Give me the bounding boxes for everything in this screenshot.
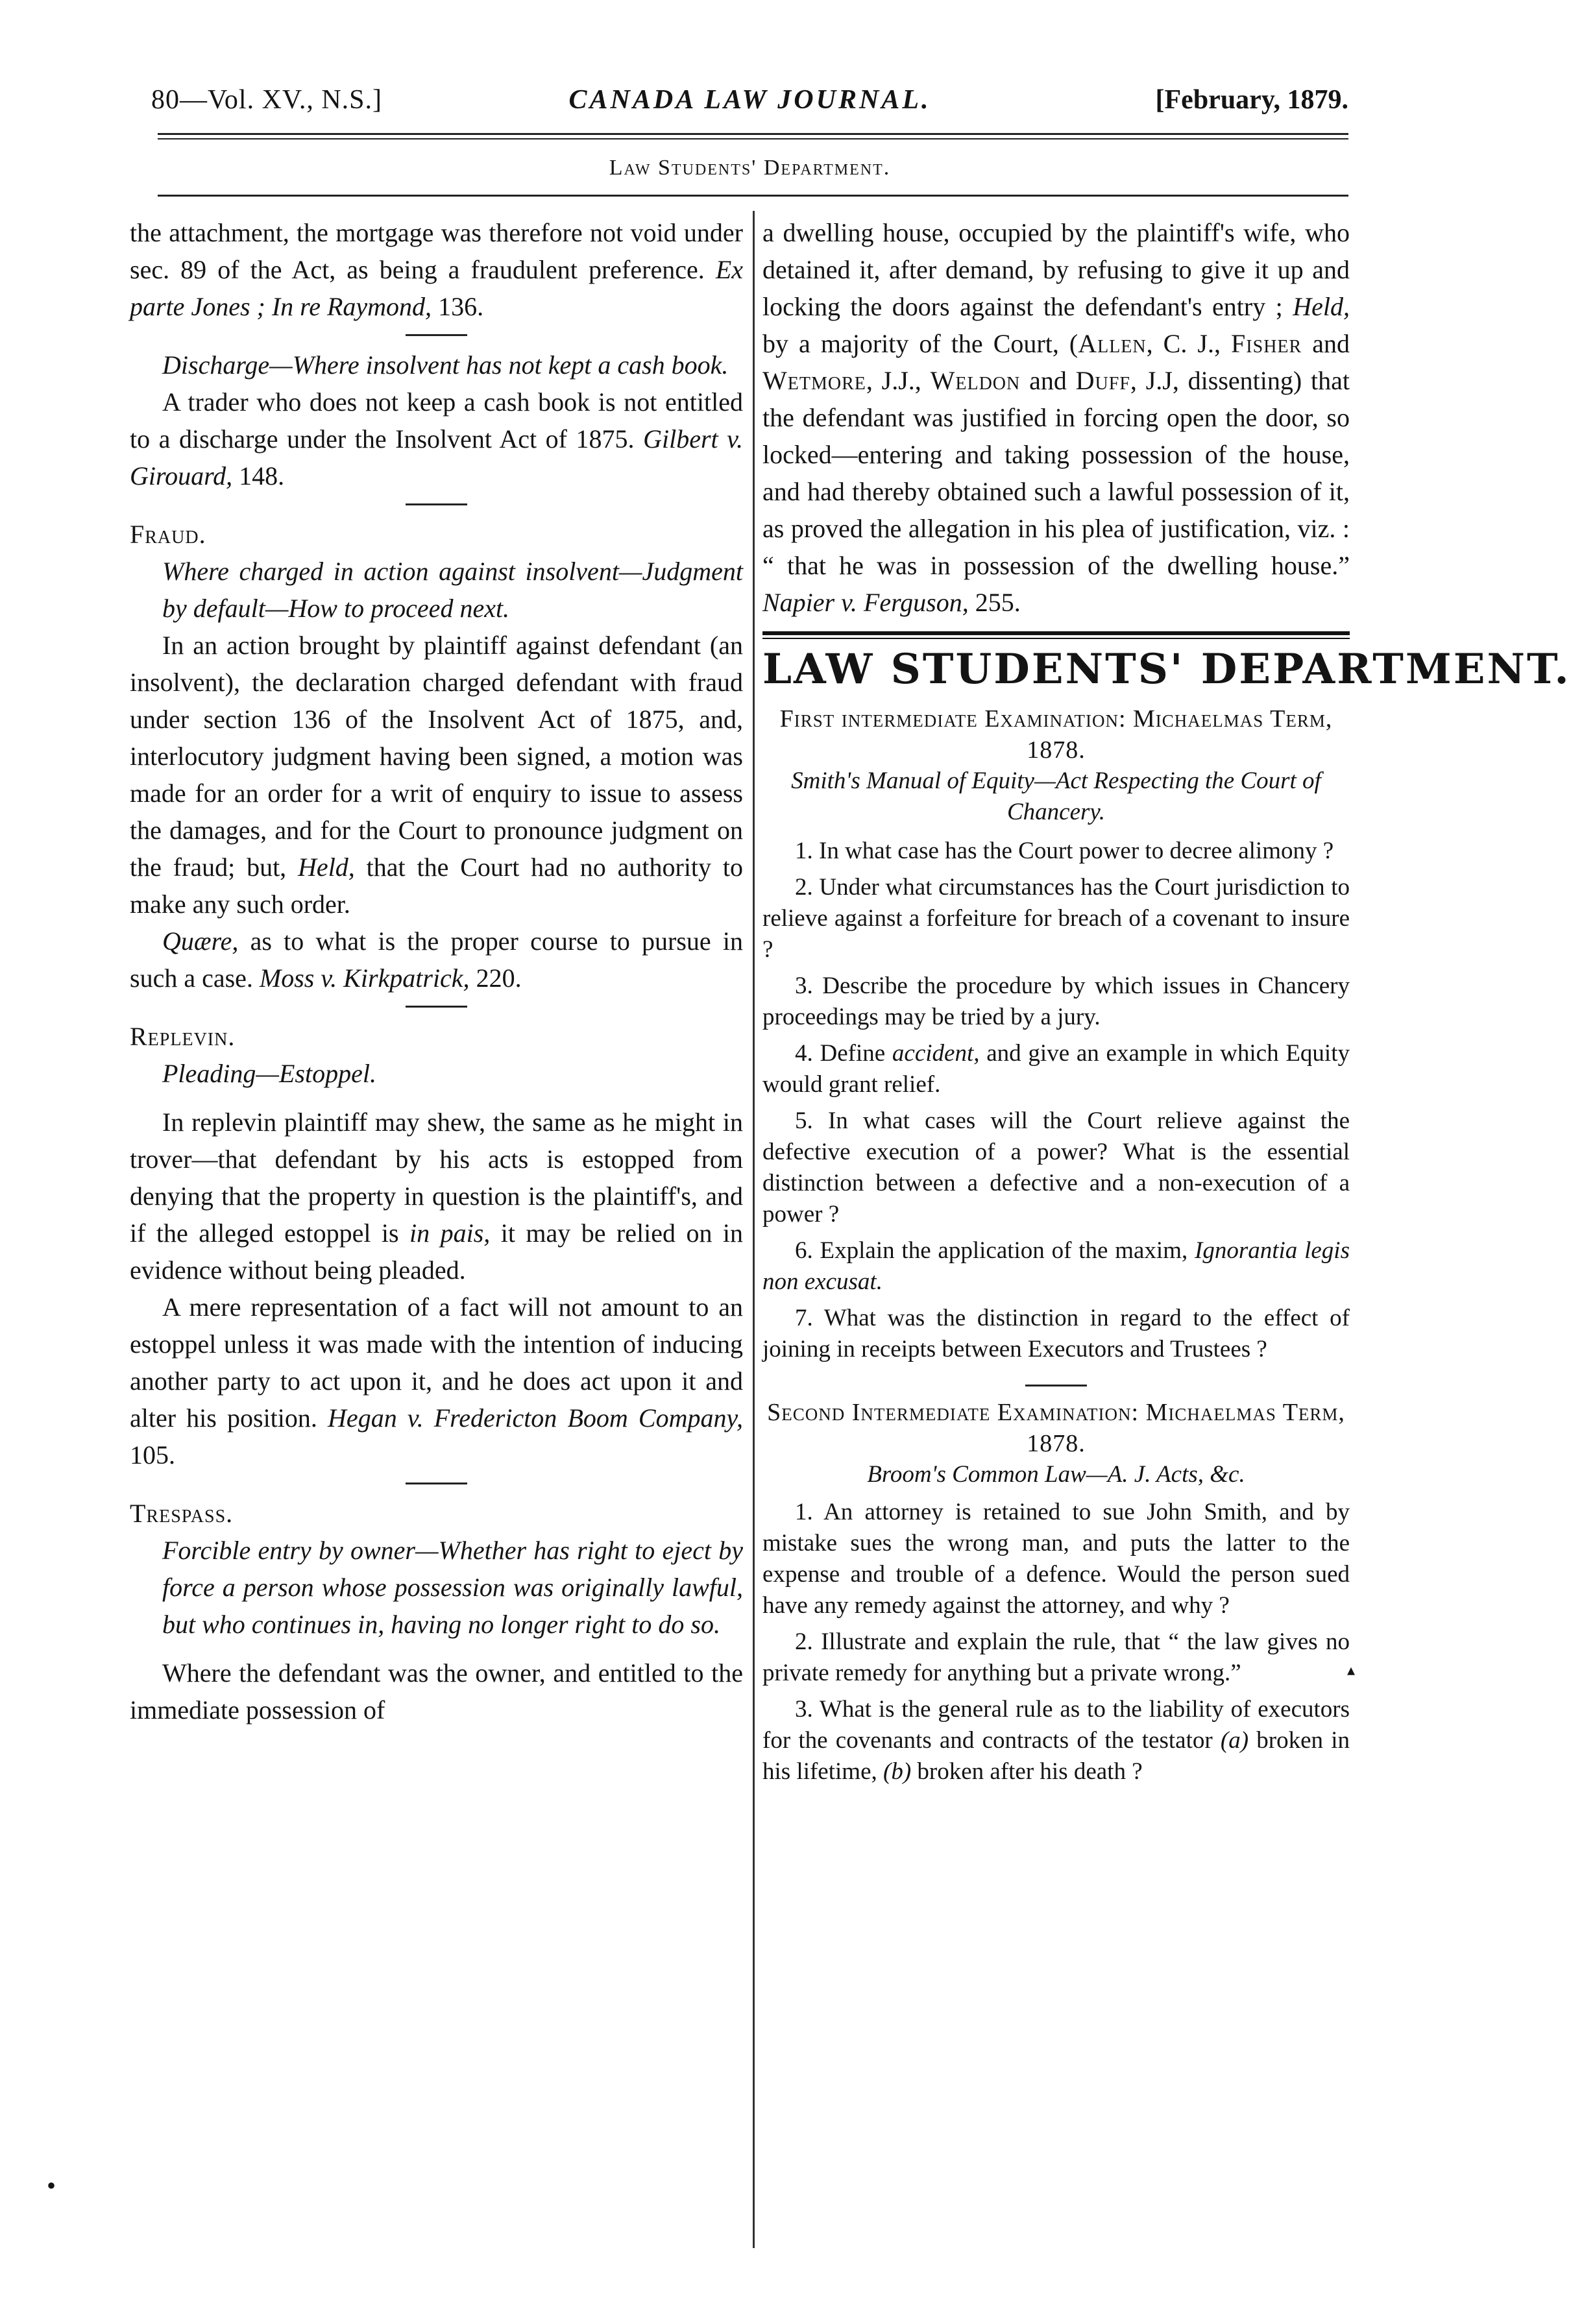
separator	[406, 1006, 467, 1008]
exam2-question: 2. Illustrate and explain the rule, that “ the law gives no private remedy for anything but a private wrong.”	[762, 1628, 1350, 1686]
replevin-subheading: Pleading—Estoppel.	[162, 1059, 376, 1088]
separator	[406, 503, 467, 505]
separator	[406, 334, 467, 336]
header-volume: 80—Vol. XV., N.S.]	[151, 85, 383, 115]
paragraph-replevin: In replevin plaintiff may shew, the same as he might in trover—that defendant by his acts is estopped from denying that the property in question is the plaintiff's, and if the alleged estoppel is in pais, it may be relied on in evidence without being pleaded.	[130, 1108, 744, 1285]
paragraph-trespass: Where the defendant was the owner, and entitled to the immediate possession of	[130, 1658, 743, 1725]
exam1-question: 5. In what cases will the Court relieve against the defective execution of a power? What is the essential distinction between a defective and a non-execution of a power ?	[762, 1108, 1350, 1228]
fraud-heading: Fraud.	[130, 520, 206, 549]
section-rule	[158, 195, 1348, 198]
exam2-subtitle: Broom's Common Law—A. J. Acts, &c.	[867, 1461, 1245, 1488]
exam1-title: First intermediate Examination: Michaelmas Term, 1878.	[779, 705, 1333, 764]
exam1-question: 6. Explain the application of the maxim, Ignorantia legis non excusat.	[762, 1237, 1350, 1295]
fraud-subheading: Where charged in action against insolvent—Judgment by default—How to proceed next.	[162, 557, 743, 623]
exam1-question: 7. What was the distinction in regard to the effect of joining in receipts between Executors and Trustees ?	[762, 1305, 1350, 1362]
exam2-title: Second Intermediate Examination: Michaelmas Term, 1878.	[767, 1399, 1345, 1457]
replevin-heading: Replevin.	[130, 1022, 236, 1051]
exam1-question: 1. In what case has the Court power to decree alimony ?	[795, 838, 1334, 864]
paragraph-representation: A mere representation of a fact will not amount to an estoppel unless it was made with the intention of inducing another party to act upon it, and he does act upon it and alter his position. Hegan v. Fredericton Boom Company, 105.	[130, 1292, 744, 1470]
exam1-question: 3. Describe the procedure by which issues in Chancery proceedings may be tried by a jury.	[762, 973, 1350, 1030]
trespass-subheading: Forcible entry by owner—Whether has right to eject by force a person whose possession was originally lawful, but who continues in, having no longer right to do so.	[162, 1536, 743, 1639]
exam1-question: 4. Define accident, and give an example in which Equity would grant relief.	[762, 1040, 1350, 1098]
column-divider	[753, 211, 755, 2248]
running-header	[151, 78, 1348, 130]
paragraph-quaere: Quære, as to what is the proper course to pursue in such a case. Moss v. Kirkpatrick, 220.	[130, 926, 744, 993]
section-heading: Law Students' Department.	[609, 156, 891, 180]
right-column	[762, 214, 1571, 1793]
department-rule	[762, 631, 1350, 639]
margin-mark: •	[47, 2171, 56, 2200]
paragraph-fraud: In an action brought by plaintiff against defendant (an insolvent), the declaration charged defendant with fraud under section 136 of the Insolvent Act of 1875, and, interlocutory judgment having been signed, a motion was made for an order for a writ of enquiry to issue to assess the damages, and for the Court to pronounce judgment on the fraud; but, Held, that the Court had no authority to make any such order.	[130, 631, 744, 919]
trespass-heading: Trespass.	[130, 1499, 234, 1528]
header-rule	[158, 133, 1348, 139]
separator	[1025, 1385, 1087, 1386]
paragraph-attachment: the attachment, the mortgage was therefore not void under sec. 89 of the Act, as being a fraudulent preference. Ex parte Jones ; In re Raymond, 136.	[130, 218, 744, 321]
exam2-question: 3. What is the general rule as to the liability of executors for the covenants and contracts of the testator (a) broken in his lifetime, (b) broken after his death ?	[762, 1696, 1350, 1785]
department-title: LAW STUDENTS' DEPARTMENT.	[762, 645, 1571, 694]
exam2-question: 1. An attorney is retained to sue John Smith, and by mistake sues the wrong man, and puts the latter to the expense and trouble of a defence. Would the person sued have any remedy against the attorney, and why ?	[762, 1499, 1350, 1619]
discharge-heading: Discharge—Where insolvent has not kept a cash book.	[162, 350, 729, 380]
left-column	[130, 214, 743, 1728]
header-journal-title: CANADA LAW JOURNAL.	[568, 85, 931, 115]
exam1-subtitle: Smith's Manual of Equity—Act Respecting the Court of Chancery.	[791, 768, 1321, 825]
paragraph-dwelling-house: a dwelling house, occupied by the plaintiff's wife, who detained it, after demand, by refusing to give it up and locking the doors against the defendant's entry ; Held, by a majority of the Court, (Allen, C. J., Fisher and Wetmore, J.J., Weldon and Duff, J.J, dissenting) that the defendant was justified in forcing open the door, so locked—entering and taking possession of the house, and had thereby obtained such a lawful possession of it, as proved the allegation in his plea of justification, viz. : “ that he was in possession of the dwelling house.” Napier v. Ferguson, 255.	[762, 218, 1350, 617]
separator	[406, 1483, 467, 1484]
paragraph-discharge: A trader who does not keep a cash book is not entitled to a discharge under the Insolvent Act of 1875. Gilbert v. Girouard, 148.	[130, 387, 743, 490]
stray-mark: ▴	[1347, 1662, 1356, 1679]
header-date: [February, 1879.	[1155, 85, 1348, 115]
exam1-question: 2. Under what circumstances has the Court jurisdiction to relieve against a forfeiture for breach of a covenant to insure ?	[762, 874, 1350, 963]
